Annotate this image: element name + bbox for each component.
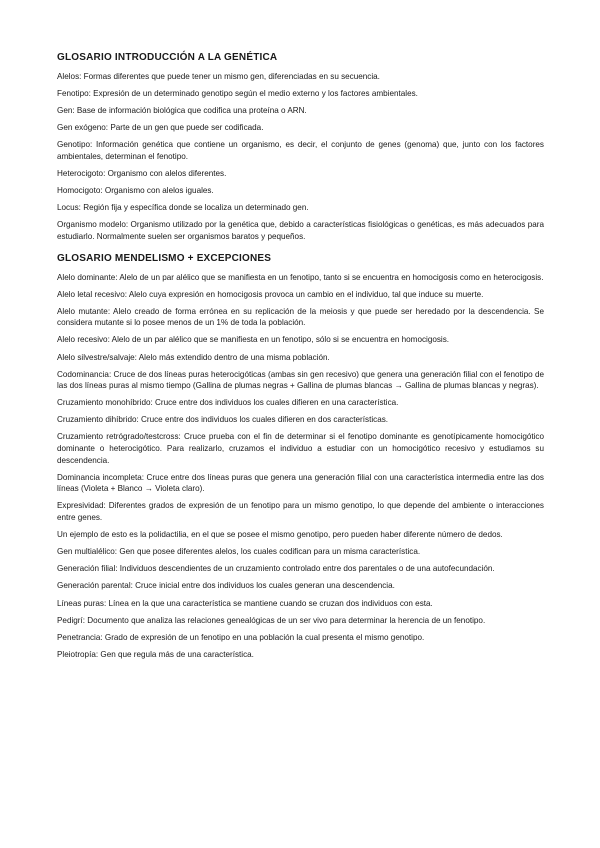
glossary-definition: Región fija y específica donde se localiza un determinado gen. <box>83 203 309 213</box>
glossary-entry <box>57 352 544 364</box>
glossary-definition: Alelo de un par alélico que se manifiesta en un fenotipo, sólo si se encuentra en homocigosis. <box>111 335 450 345</box>
glossary-entry <box>57 139 544 162</box>
glossary-term: Fenotipo: <box>57 89 91 99</box>
section-title: GLOSARIO MENDELISMO + EXCEPCIONES <box>57 252 272 264</box>
glossary-term: Homocigoto: <box>57 186 103 196</box>
glossary-entry <box>57 598 544 610</box>
glossary-entry <box>57 431 544 466</box>
glossary-entry <box>57 649 544 661</box>
glossary-definition: Cruce de dos líneas puras heterocigóticas (ambas sin gen recesivo) que genera una generación filial con el fenotipo de las dos líneas puras al mismo tiempo (Gallina de plumas negras + Gallina de plumas blancas → Gallina de plumas blancas y negras). <box>57 369 544 391</box>
glossary-definition: Base de información biológica que codifica una proteína o ARN. <box>76 106 307 116</box>
glossary-term: Organismo modelo: <box>57 220 129 230</box>
glossary-term: Alelo mutante: <box>57 306 111 316</box>
glossary-term: Alelo silvestre/salvaje: <box>57 352 137 362</box>
glossary-entry <box>57 202 544 214</box>
glossary-definition: Gen que posee diferentes alelos, los cuales codifican para un misma característica. <box>119 547 421 557</box>
glossary-entry <box>57 88 544 100</box>
glossary-definition: Diferentes grados de expresión de un fenotipo para un mismo genotipo, lo que depende del ambiente o interacciones entre genes. <box>57 501 544 523</box>
glossary-entry <box>57 563 544 575</box>
glossary-term: Cruzamiento dihíbrido: <box>57 415 139 425</box>
glossary-term: Codominancia: <box>57 369 112 379</box>
glossary-entry <box>57 219 544 242</box>
glossary-term: Líneas puras: <box>57 598 107 608</box>
glossary-term: Gen: <box>57 106 75 116</box>
glossary-term: Dominancia incompleta: <box>57 472 144 482</box>
glossary-list <box>57 272 544 661</box>
glossary-term: Pleiotropía: <box>57 649 99 659</box>
glossary-entry <box>57 306 544 329</box>
glossary-definition: Expresión de un determinado genotipo según el medio externo y los factores ambientales. <box>93 89 418 99</box>
glossary-entry <box>57 71 544 83</box>
glossary-term: Gen multialélico: <box>57 547 118 557</box>
glossary-entry <box>57 632 544 644</box>
glossary-entry <box>57 289 544 301</box>
glossary-term: Alelo recesivo: <box>57 335 110 345</box>
glossary-definition: Organismo con alelos iguales. <box>104 186 214 196</box>
glossary-entry <box>57 168 544 180</box>
glossary-entry <box>57 414 544 426</box>
document-page <box>57 52 544 666</box>
glossary-definition: Cruce inicial entre dos individuos los cuales generan una descendencia. <box>135 581 395 591</box>
glossary-entry <box>57 272 544 284</box>
glossary-entry <box>57 369 544 392</box>
glossary-definition: Organismo con alelos diferentes. <box>107 169 227 179</box>
glossary-entry <box>57 472 544 495</box>
section-mendelism <box>57 253 544 661</box>
glossary-definition: Alelo creado de forma errónea en su replicación de la meiosis y que puede ser heredado por la descendencia. Se considera mutante si lo posee menos de un 1% de toda la población. <box>57 306 544 328</box>
glossary-definition: Información genética que contiene un organismo, es decir, el conjunto de genes (genoma) que, junto con los factores ambientales, determinan el fenotipo. <box>57 140 544 161</box>
glossary-definition: Línea en la que una característica se mantiene cuando se cruzan dos individuos con esta. <box>108 598 433 608</box>
glossary-definition: Parte de un gen que puede ser codificada. <box>110 123 264 133</box>
glossary-entry <box>57 185 544 197</box>
glossary-entry <box>57 122 544 134</box>
glossary-definition: Cruce entre dos líneas puras que genera una generación filial con una característica intermedia entre las dos líneas (Violeta + Blanco → Violeta claro). <box>57 472 544 494</box>
glossary-term: Penetrancia: <box>57 632 103 642</box>
glossary-term: Cruzamiento retrógrado/testcross: <box>57 432 181 442</box>
glossary-entry <box>57 105 544 117</box>
glossary-definition: Cruce prueba con el fin de determinar si el fenotipo dominante es genotípicamente homocigótico dominante o heterocigótico. Para realizarlo, cruzamos el individuo a estudiar con un homocigótico recesivo y estudiamos su descendencia. <box>57 432 545 465</box>
glossary-term: Generación parental: <box>57 581 133 591</box>
glossary-definition: Documento que analiza las relaciones genealógicas de un ser vivo para determinar la herencia de un fenotipo. <box>87 615 486 625</box>
glossary-term: Alelos: <box>57 72 82 81</box>
glossary-term: Pedigrí: <box>57 615 86 625</box>
glossary-entry <box>57 334 544 346</box>
glossary-list <box>57 71 544 243</box>
glossary-term: Expresividad: <box>57 501 106 511</box>
glossary-definition: Alelo de un par alélico que se manifiesta en un fenotipo, tanto si se encuentra en homocigosis como en heterocigosis. <box>119 272 544 282</box>
glossary-definition: Alelo cuya expresión en homocigosis provoca un cambio en el individuo, tal que induce su muerte. <box>128 289 484 299</box>
glossary-term: Heterocigoto: <box>57 169 106 179</box>
glossary-term: Genotipo: <box>57 140 93 150</box>
glossary-term: Alelo dominante: <box>57 272 118 282</box>
glossary-term: Locus: <box>57 203 81 213</box>
glossary-definition: Formas diferentes que puede tener un mismo gen, diferenciadas en su secuencia. <box>83 72 380 81</box>
glossary-term: Generación filial: <box>57 564 118 574</box>
glossary-definition: Individuos descendientes de un cruzamiento controlado entre dos parentales o de una autofecundación. <box>119 564 495 574</box>
glossary-definition: Organismo utilizado por la genética que, debido a características fisiológicas o genéticas, es más adecuados para estudiarlo. Normalmente suelen ser organismos baratos y pequeños. <box>57 220 544 241</box>
glossary-definition: Grado de expresión de un fenotipo en una población la cual presenta el mismo genotipo. <box>104 632 425 642</box>
glossary-definition: Alelo más extendido dentro de una misma población. <box>138 352 330 362</box>
glossary-definition: Un ejemplo de esto es la polidactilia, en el que se posee el mismo genotipo, pero pueden haber diferente número de dedos. <box>57 530 503 540</box>
section-title: GLOSARIO INTRODUCCIÓN A LA GENÉTICA <box>57 52 278 63</box>
glossary-definition: Cruce entre dos individuos los cuales difieren en una característica. <box>155 398 399 408</box>
glossary-entry <box>57 397 544 409</box>
glossary-definition: Gen que regula más de una característica. <box>100 649 254 659</box>
glossary-definition: Cruce entre dos individuos los cuales difieren en dos características. <box>141 415 389 425</box>
glossary-entry <box>57 529 544 541</box>
glossary-entry <box>57 615 544 627</box>
glossary-term: Gen exógeno: <box>57 123 109 133</box>
glossary-term: Cruzamiento monohíbrido: <box>57 398 153 408</box>
section-intro-genetics <box>57 52 544 243</box>
glossary-entry <box>57 546 544 558</box>
glossary-entry <box>57 500 544 523</box>
glossary-term: Alelo letal recesivo: <box>57 289 127 299</box>
glossary-entry <box>57 580 544 592</box>
